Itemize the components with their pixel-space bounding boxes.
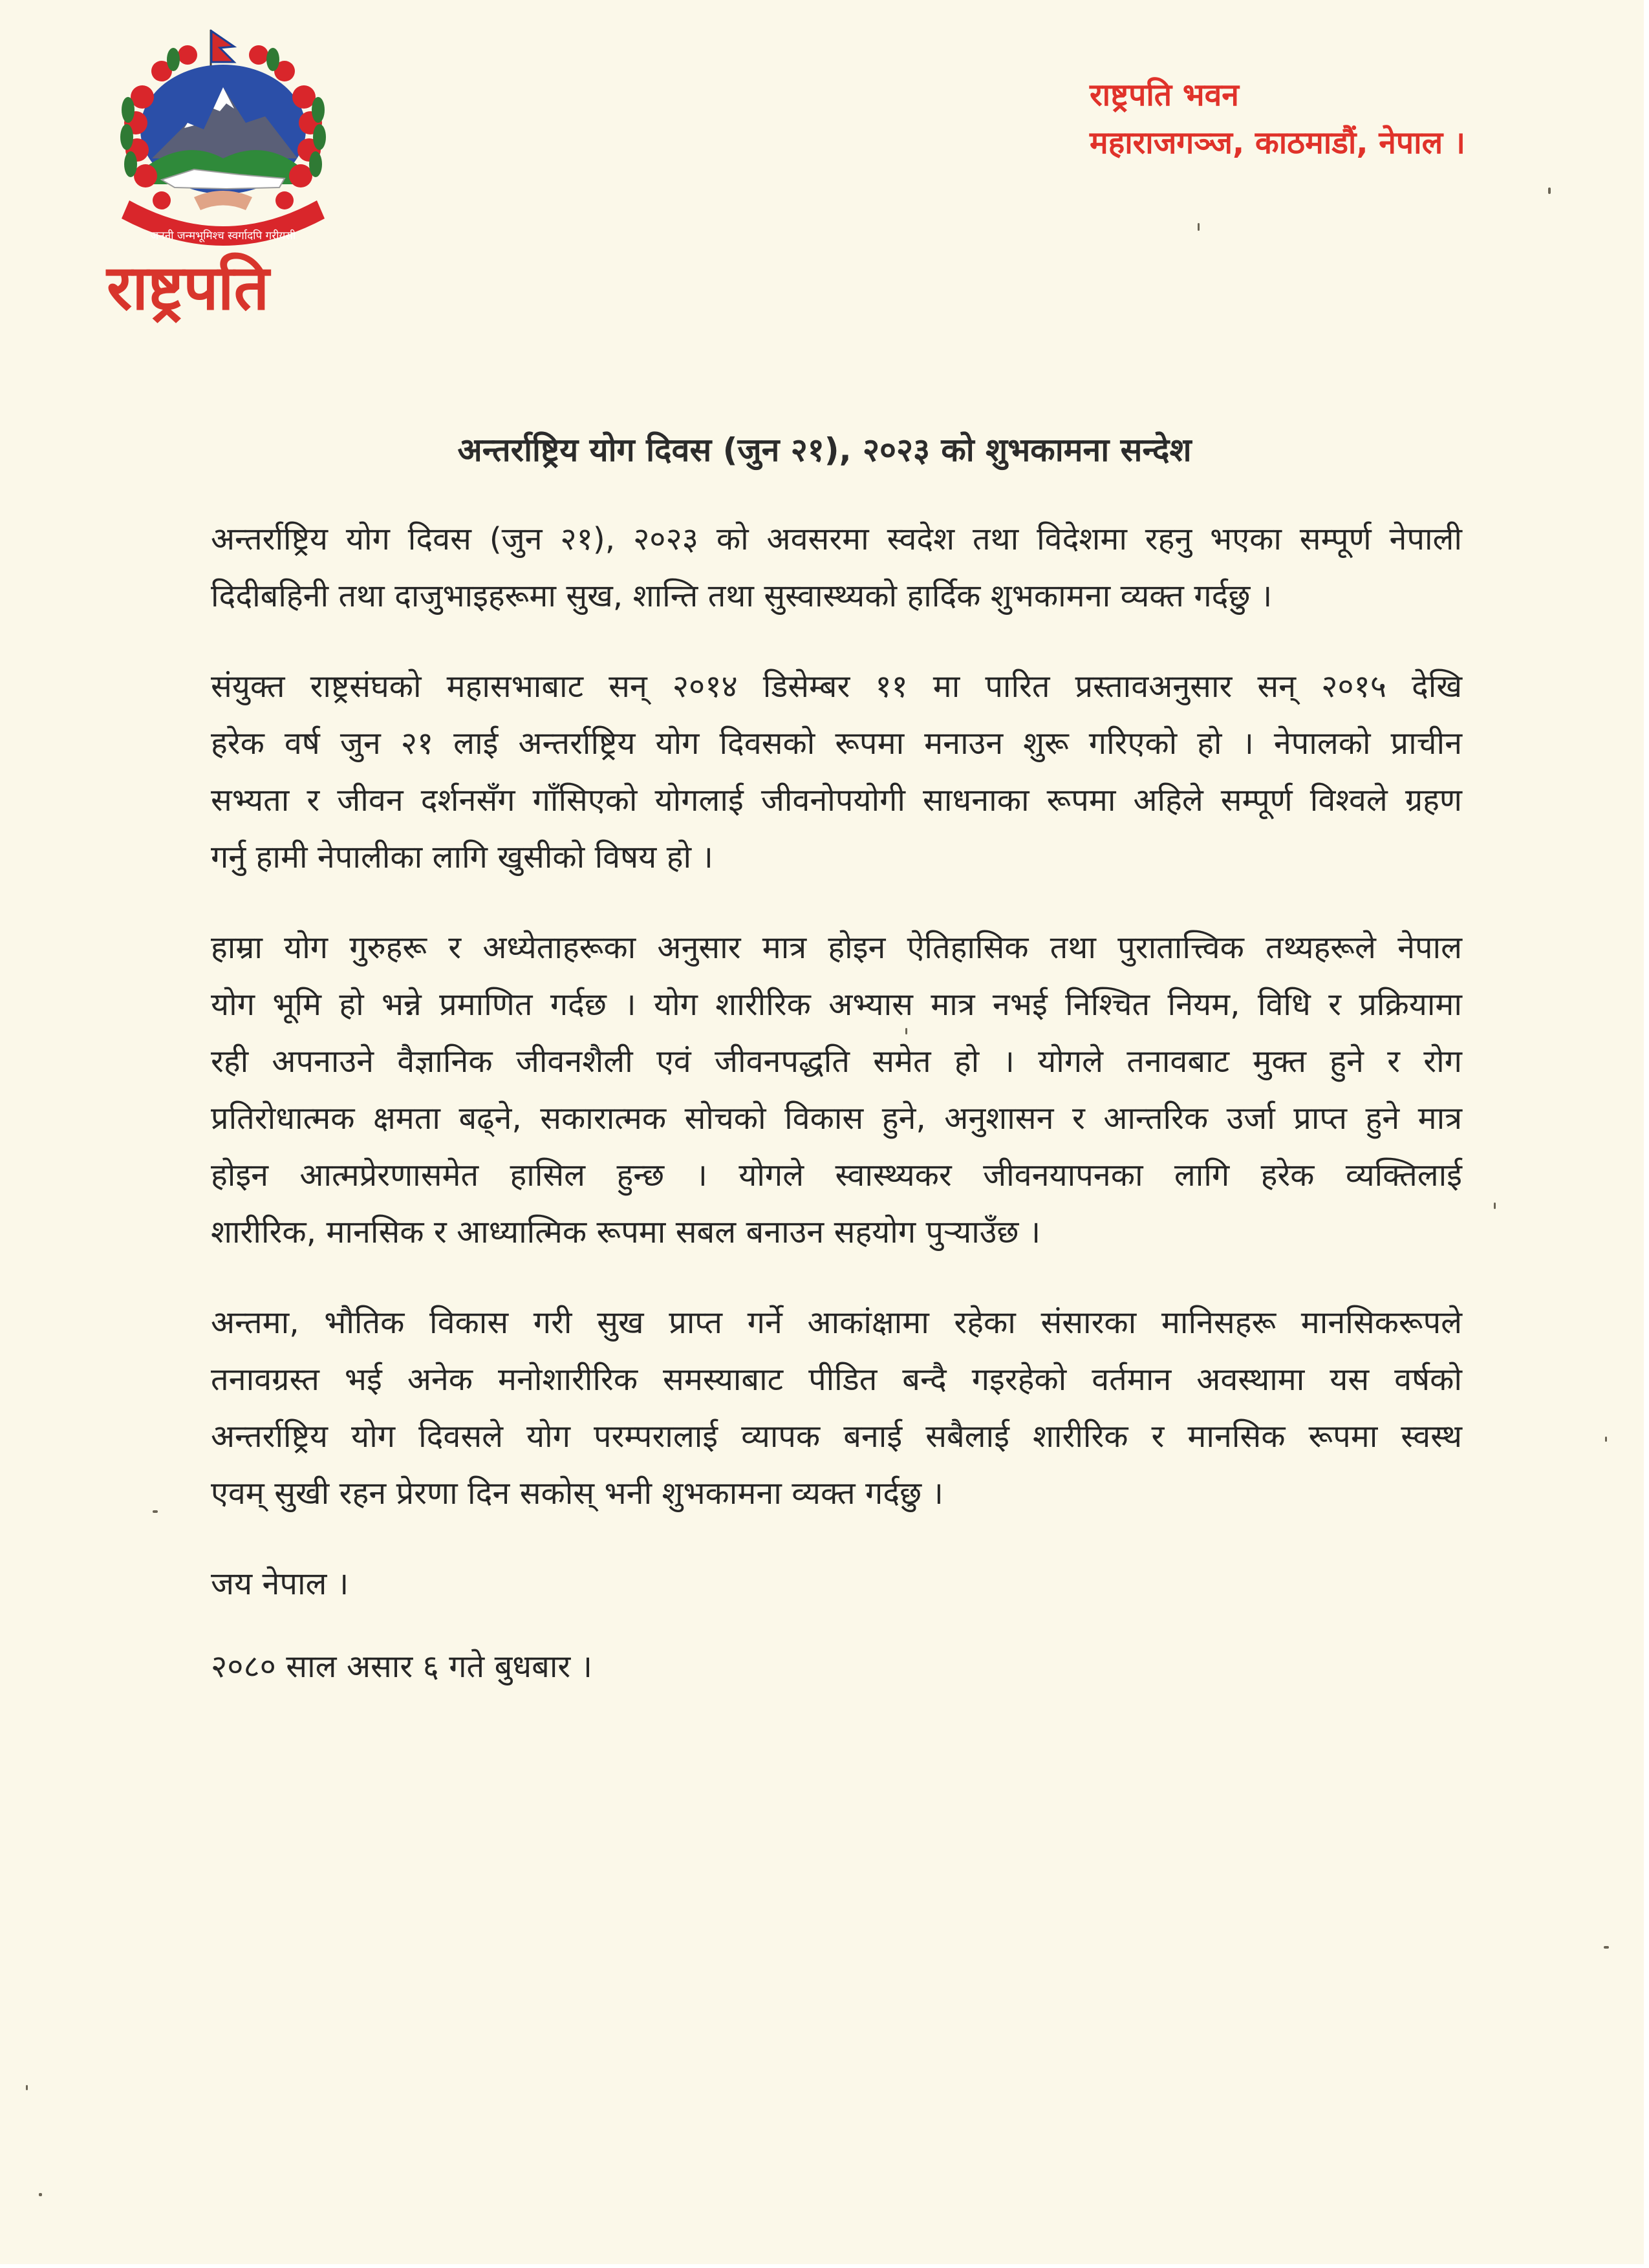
paragraph-line: अन्तमा, भौतिक विकास गरी सुख प्राप्त गर्ने आकांक्षामा रहेका संसारका मानिसहरू मानसिकरूपले: [211, 1305, 1462, 1341]
office-name: राष्ट्रपति: [107, 251, 269, 324]
message-body: [211, 511, 1462, 1721]
paper-speck: [26, 2085, 28, 2090]
nepal-coat-of-arms-icon: [91, 26, 356, 265]
paragraph-line: होइन आत्मप्रेरणासमेत हासिल हुन्छ । योगले स्वास्थ्यकर जीवनयापनका लागि हरेक व्यक्तिलाई: [211, 1157, 1462, 1193]
paper-speck: [1605, 1437, 1607, 1442]
closing-salutation: जय नेपाल ।: [211, 1566, 349, 1602]
paragraph-line: अन्तर्राष्ट्रिय योग दिवस (जुन २१), २०२३ को अवसरमा स्वदेश तथा विदेशमा रहनु भएका सम्पूर्ण नेपाली: [211, 521, 1462, 557]
paper-speck: [1548, 187, 1551, 194]
paragraph-line: योग भूमि हो भन्ने प्रमाणित गर्दछ । योग शारीरिक अभ्यास मात्र नभई निश्चित नियम, विधि र प्रक्रियामा: [211, 987, 1462, 1023]
paragraph-line: गर्नु हामी नेपालीका लागि खुसीको विषय हो ।: [211, 839, 713, 875]
paragraph-line: हरेक वर्ष जुन २१ लाई अन्तर्राष्ट्रिय योग दिवसको रूपमा मनाउन शुरू गरिएको हो । नेपालको प्राचीन: [211, 725, 1462, 762]
paragraph-line: तनावग्रस्त भई अनेक मनोशारीरिक समस्याबाट पीडित बन्दै गइरहेको वर्तमान अवस्थामा यस वर्षको: [211, 1362, 1462, 1398]
paper-speck: [153, 1510, 158, 1513]
paragraph-line: शारीरिक, मानसिक र आध्यात्मिक रूपमा सबल बनाउन सहयोग पुऱ्याउँछ ।: [211, 1214, 1041, 1250]
paper-speck: [1494, 1203, 1496, 1209]
paragraph-2: [211, 658, 1462, 886]
paper-speck: [1198, 223, 1200, 231]
paragraph-line: प्रतिरोधात्मक क्षमता बढ्ने, सकारात्मक सोचको विकास हुने, अनुशासन र आन्तरिक उर्जा प्राप्त हुने मात्र: [211, 1100, 1462, 1137]
paragraph-3: [211, 919, 1462, 1261]
paragraph-line: संयुक्त राष्ट्रसंघको महासभाबाट सन् २०१४ डिसेम्बर ११ मा पारित प्रस्तावअनुसार सन् २०१५ देखि: [211, 669, 1462, 705]
paragraph-line: रही अपनाउने वैज्ञानिक जीवनशैली एवं जीवनपद्धति समेत हो । योगले तनावबाट मुक्त हुने र रोग: [211, 1043, 1462, 1080]
paragraph-4: [211, 1294, 1462, 1522]
paragraph-line: हाम्रा योग गुरुहरू र अध्येताहरूका अनुसार मात्र होइन ऐतिहासिक तथा पुरातात्त्विक तथ्यहरूले नेपाल: [211, 930, 1462, 966]
office-address: [1090, 71, 1465, 167]
paper-speck: [39, 2193, 42, 2196]
svg-text:जननी जन्मभूमिश्च स्वर्गादपि गर: जननी जन्मभूमिश्च स्वर्गादपि गरीयसी: [150, 230, 296, 242]
paragraph-line: दिदीबहिनी तथा दाजुभाइहरूमा सुख, शान्ति तथा सुस्वास्थ्यको हार्दिक शुभकामना व्यक्त गर्दछु ।: [211, 578, 1273, 614]
paper-speck: [1604, 1946, 1609, 1949]
paragraph-line: अन्तर्राष्ट्रिय योग दिवसले योग परम्परालाई व्यापक बनाई सबैलाई शारीरिक र मानसिक रूपमा स्वस्थ: [211, 1418, 1462, 1455]
paragraph-line: एवम् सुखी रहन प्रेरणा दिन सकोस् भनी शुभकामना व्यक्त गर्दछु ।: [211, 1475, 943, 1512]
paragraph-line: सभ्यता र जीवन दर्शनसँग गाँसिएको योगलाई जीवनोपयोगी साधनाका रूपमा अहिले सम्पूर्ण विश्वले ग्रहण: [211, 782, 1462, 818]
message-heading: अन्तर्राष्ट्रिय योग दिवस (जुन २१), २०२३ को शुभकामना सन्देश: [457, 431, 1192, 469]
message-date: २०८० साल असार ६ गते बुधबार ।: [211, 1649, 593, 1685]
address-line-2: महाराजगञ्ज, काठमाडौं, नेपाल ।: [1090, 125, 1466, 161]
address-line-1: राष्ट्रपति भवन: [1090, 77, 1239, 113]
paragraph-1: [211, 511, 1462, 625]
